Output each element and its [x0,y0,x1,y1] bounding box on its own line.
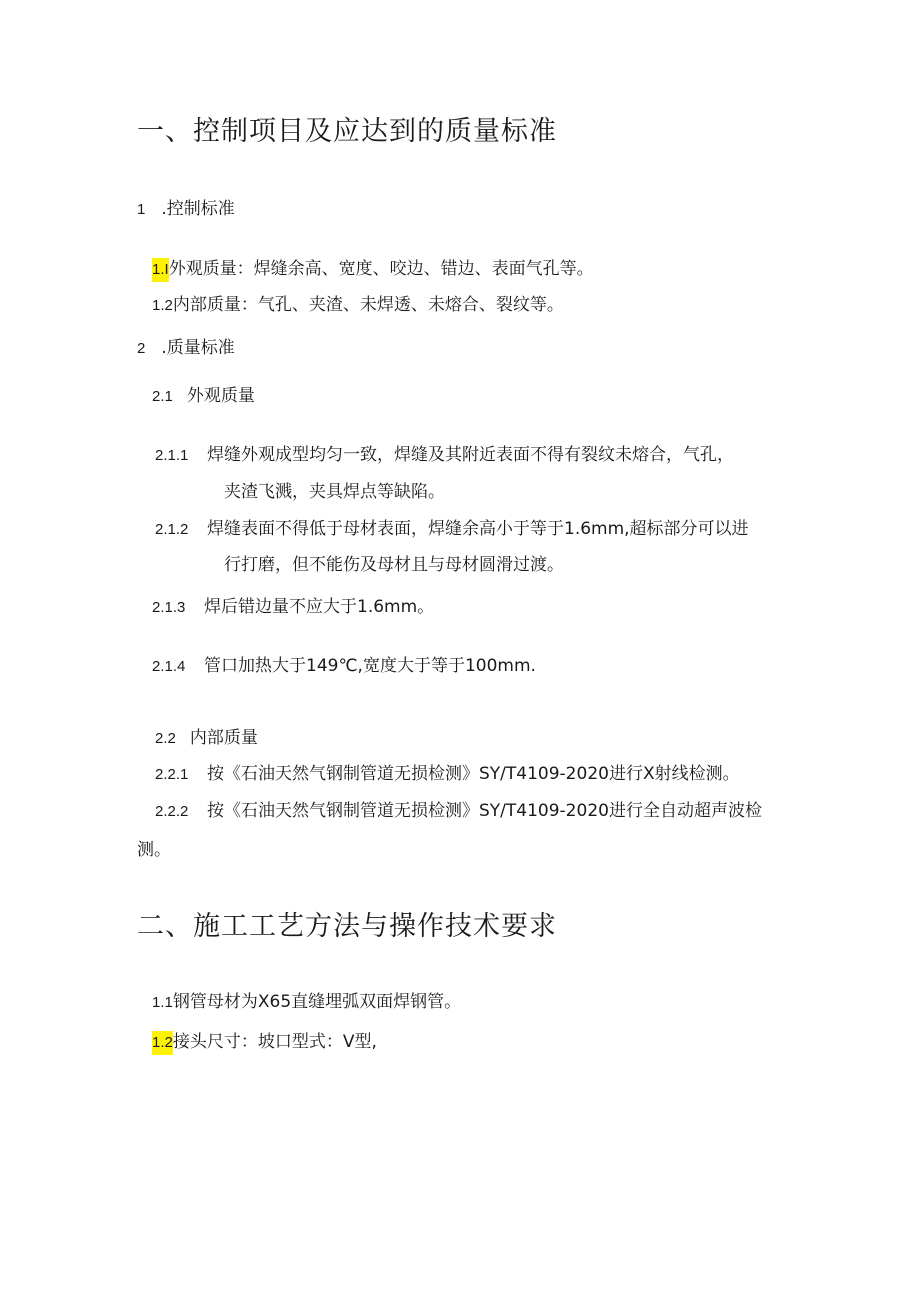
item-1-1-text: 外观质量：焊缝余高、宽度、咬边、错边、表面气孔等。 [168,259,594,279]
section-2-item-1-2-number: 1.2 [152,1031,173,1055]
item-2-2-1-text: 按《石油天然气钢制管道无损检测》SY/T4109-2020进行X射线检测。 [207,764,740,784]
item-2-2-2-text-line2: 测。 [137,840,171,860]
item-1-1-number: 1.I [152,258,169,282]
item-2-2-2-cont [137,838,171,862]
item-2-2-1-number: 2.2.1 [155,766,189,783]
item-1-2-text: 内部质量：气孔、夹渣、未焊透、未熔合、裂纹等。 [172,295,564,315]
item-2-2-2 [155,799,762,824]
item-2-1-1-text-line2: 夹渣飞溅，夹具焊点等缺陷。 [224,482,445,502]
item-2-1-2 [155,517,749,542]
item-2-1-4-number: 2.1.4 [152,658,186,675]
section-2-heading: 二、施工工艺方法与操作技术要求 [137,911,557,942]
item-2-1 [152,384,255,409]
item-2-1-2-number: 2.1.2 [155,521,189,538]
item-2-1-3-text: 焊后错边量不应大于1.6mm。 [204,597,435,617]
item-2-1-1-cont [224,480,445,504]
item-2-number: 2 [137,340,146,357]
item-2-1-text: 外观质量 [186,386,255,406]
section-2-item-1-1-text: 钢管母材为X65直缝埋弧双面焊钢管。 [172,992,462,1012]
item-1-heading [137,197,235,222]
item-2-1-number: 2.1 [152,388,173,405]
item-2-heading [137,336,235,361]
item-2-1-2-text-line1: 焊缝表面不得低于母材表面，焊缝余高小于等于1.6mm,超标部分可以进 [207,519,749,539]
item-2-1-1-number: 2.1.1 [155,447,189,464]
item-2-1-1-text-line1: 焊缝外观成型均匀一致，焊缝及其附近表面不得有裂纹未熔合，气孔， [207,445,734,465]
item-2-2-2-number: 2.2.2 [155,803,189,820]
item-2-2 [155,726,258,751]
item-2-2-text: 内部质量 [189,728,258,748]
item-2-2-2-text-line1: 按《石油天然气钢制管道无损检测》SY/T4109-2020进行全自动超声波检 [207,801,762,821]
item-2-2-number: 2.2 [155,730,176,747]
item-1-number: 1 [137,201,146,218]
item-2-1-3-number: 2.1.3 [152,599,186,616]
item-1-2-number: 1.2 [152,297,173,314]
item-1-title: .控制标准 [161,199,235,219]
item-2-1-4 [152,654,536,679]
item-1-1 [152,257,594,282]
section-2-item-1-1-number: 1.1 [152,994,173,1011]
item-2-1-2-cont [224,553,564,577]
section-2-item-1-1 [152,990,461,1015]
item-2-1-2-text-line2: 行打磨，但不能伤及母材且与母材圆滑过渡。 [224,555,564,575]
section-2-item-1-2 [152,1030,377,1055]
section-2-item-1-2-text: 接头尺寸：坡口型式：V型, [172,1032,377,1052]
item-2-title: .质量标准 [161,338,235,358]
item-2-1-4-text: 管口加热大于149℃,宽度大于等于100mm. [204,656,536,676]
item-2-1-1 [155,443,734,468]
item-2-1-3 [152,595,434,620]
item-1-2 [152,293,564,318]
item-2-2-1 [155,762,740,787]
section-1-heading: 一、控制项目及应达到的质量标准 [137,116,557,147]
